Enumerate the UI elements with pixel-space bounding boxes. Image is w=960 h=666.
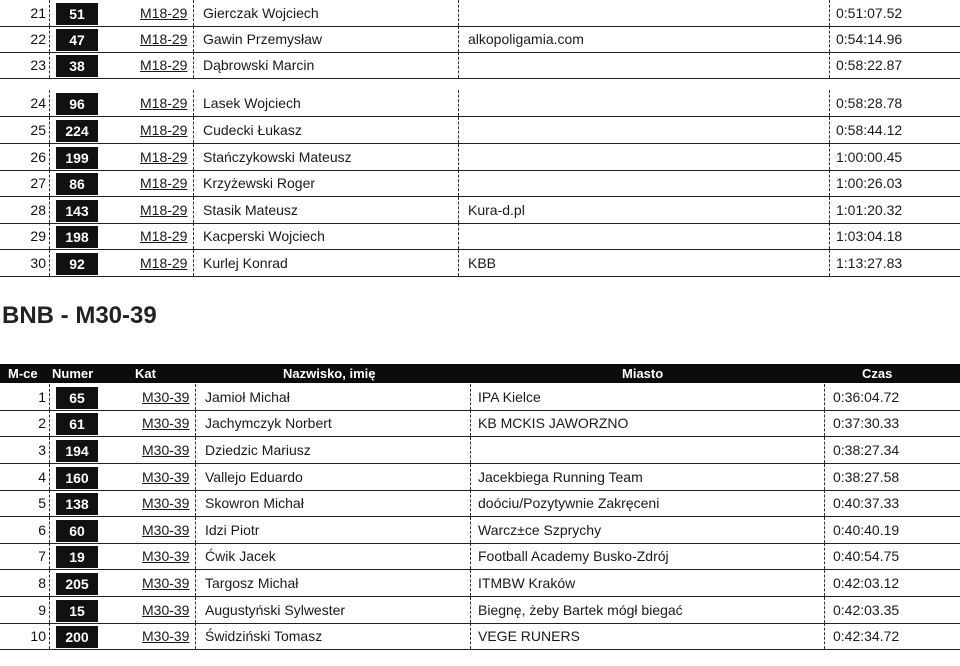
table-row <box>0 117 960 144</box>
column-divider <box>824 464 825 490</box>
column-divider <box>195 490 196 516</box>
table-row <box>0 197 960 224</box>
bib-number: 92 <box>56 253 98 275</box>
time-cell: 0:37:30.33 <box>833 415 900 431</box>
column-divider <box>470 543 471 569</box>
header-place: M-ce <box>8 366 38 381</box>
table-row <box>0 26 960 53</box>
time-cell: 0:38:27.34 <box>833 442 900 458</box>
city-cell: KBB <box>468 255 497 271</box>
table-row <box>0 384 960 411</box>
time-cell: 0:58:44.12 <box>836 122 903 138</box>
name-cell: Stasik Mateusz <box>203 202 298 218</box>
category-cell: M30-39 <box>142 628 190 644</box>
bib-number: 60 <box>56 520 98 542</box>
time-cell: 1:00:00.45 <box>836 149 903 165</box>
column-divider <box>49 570 50 596</box>
table-row <box>0 623 960 650</box>
time-cell: 0:51:07.52 <box>836 5 903 21</box>
category-cell: M30-39 <box>142 602 190 618</box>
time-cell: 1:03:04.18 <box>836 228 903 244</box>
column-divider <box>193 117 194 143</box>
table-row <box>0 223 960 250</box>
column-divider <box>193 0 194 26</box>
column-divider <box>49 543 50 569</box>
column-divider <box>49 0 50 26</box>
category-cell: M30-39 <box>142 495 190 511</box>
name-cell: Gierczak Wojciech <box>203 5 319 21</box>
place-cell: 9 <box>38 602 46 618</box>
name-cell: Lasek Wojciech <box>203 95 301 111</box>
bib-number: 38 <box>56 55 98 77</box>
category-cell: M30-39 <box>142 548 190 564</box>
bib-number: 65 <box>56 387 98 409</box>
category-cell: M18-29 <box>140 5 188 21</box>
column-divider <box>824 517 825 543</box>
column-divider <box>458 26 459 52</box>
place-cell: 1 <box>38 389 46 405</box>
name-cell: Kacperski Wojciech <box>203 228 325 244</box>
place-cell: 8 <box>38 575 46 591</box>
column-divider <box>829 90 830 116</box>
city-cell: Kura-d.pl <box>468 202 525 218</box>
name-cell: Dziedzic Mariusz <box>205 442 311 458</box>
column-divider <box>49 517 50 543</box>
column-divider <box>470 384 471 410</box>
place-cell: 5 <box>38 495 46 511</box>
column-divider <box>49 170 50 196</box>
place-cell: 21 <box>30 5 46 21</box>
name-cell: Ćwik Jacek <box>205 548 276 564</box>
column-divider <box>49 384 50 410</box>
header-time: Czas <box>862 366 893 381</box>
column-divider <box>193 90 194 116</box>
column-divider <box>49 437 50 463</box>
column-divider <box>824 437 825 463</box>
category-cell: M18-29 <box>140 255 188 271</box>
table-row <box>0 410 960 437</box>
column-divider <box>193 144 194 170</box>
name-cell: Jamioł Michał <box>205 389 290 405</box>
category-cell: M18-29 <box>140 228 188 244</box>
column-divider <box>195 597 196 623</box>
column-divider <box>829 197 830 223</box>
column-divider <box>458 117 459 143</box>
bib-number: 138 <box>56 493 98 515</box>
name-cell: Krzyżewski Roger <box>203 175 316 191</box>
time-cell: 1:00:26.03 <box>836 175 903 191</box>
place-cell: 3 <box>38 442 46 458</box>
column-divider <box>49 490 50 516</box>
column-divider <box>458 223 459 249</box>
place-cell: 25 <box>30 122 46 138</box>
column-divider <box>470 490 471 516</box>
city-cell <box>478 437 818 463</box>
place-cell: 4 <box>38 469 46 485</box>
city-cell <box>468 117 818 143</box>
table-row <box>0 250 960 277</box>
name-cell: Kurlej Konrad <box>203 255 288 271</box>
column-divider <box>193 223 194 249</box>
column-divider <box>195 570 196 596</box>
header-name: Nazwisko, imię <box>283 366 376 381</box>
column-divider <box>470 517 471 543</box>
name-cell: Jachymczyk Norbert <box>205 415 332 431</box>
column-divider <box>829 250 830 276</box>
bib-number: 15 <box>56 600 98 622</box>
category-cell: M18-29 <box>140 122 188 138</box>
name-cell: Świdziński Tomasz <box>205 628 323 644</box>
category-cell: M18-29 <box>140 57 188 73</box>
bib-number: 198 <box>56 226 98 248</box>
city-cell <box>468 144 818 170</box>
header-bib: Numer <box>52 366 94 381</box>
city-cell <box>468 90 818 116</box>
city-cell <box>468 0 818 26</box>
column-divider <box>193 52 194 78</box>
column-divider <box>458 0 459 26</box>
table-header <box>0 364 960 383</box>
bib-number: 224 <box>56 120 98 142</box>
column-divider <box>824 570 825 596</box>
city-cell: IPA Kielce <box>478 389 541 405</box>
section-title: BNB - M30-39 <box>2 302 157 329</box>
bib-number: 160 <box>56 467 98 489</box>
column-divider <box>49 410 50 436</box>
category-cell: M30-39 <box>142 415 190 431</box>
time-cell: 0:42:03.12 <box>833 575 900 591</box>
column-divider <box>49 117 50 143</box>
table-row <box>0 437 960 464</box>
table-row <box>0 490 960 517</box>
column-divider <box>824 543 825 569</box>
table-row <box>0 464 960 491</box>
column-divider <box>49 250 50 276</box>
bib-number: 96 <box>56 93 98 115</box>
city-cell <box>468 170 818 196</box>
time-cell: 0:58:22.87 <box>836 57 903 73</box>
table-row <box>0 597 960 624</box>
table-row <box>0 0 960 27</box>
table-row <box>0 90 960 117</box>
time-cell: 0:42:03.35 <box>833 602 900 618</box>
column-divider <box>470 437 471 463</box>
time-cell: 1:01:20.32 <box>836 202 903 218</box>
column-divider <box>824 597 825 623</box>
place-cell: 23 <box>30 57 46 73</box>
city-cell: ITMBW Kraków <box>478 575 576 591</box>
bib-number: 61 <box>56 413 98 435</box>
name-cell: Targosz Michał <box>205 575 299 591</box>
name-cell: Gawin Przemysław <box>203 31 323 47</box>
column-divider <box>470 410 471 436</box>
place-cell: 30 <box>30 255 46 271</box>
column-divider <box>49 623 50 649</box>
column-divider <box>824 410 825 436</box>
name-cell: Stańczykowski Mateusz <box>203 149 352 165</box>
name-cell: Idzi Piotr <box>205 522 260 538</box>
column-divider <box>824 384 825 410</box>
column-divider <box>470 597 471 623</box>
category-cell: M18-29 <box>140 95 188 111</box>
city-cell <box>468 52 818 78</box>
column-divider <box>829 117 830 143</box>
city-cell: KB MCKIS JAWORZNO <box>478 415 629 431</box>
column-divider <box>193 170 194 196</box>
column-divider <box>829 144 830 170</box>
column-divider <box>195 437 196 463</box>
column-divider <box>458 170 459 196</box>
category-cell: M30-39 <box>142 389 190 405</box>
name-cell: Vallejo Eduardo <box>205 469 303 485</box>
time-cell: 0:40:40.19 <box>833 522 900 538</box>
city-cell: Biegnę, żeby Bartek mógł biegać <box>478 602 683 618</box>
city-cell: Football Academy Busko-Zdrój <box>478 548 669 564</box>
column-divider <box>195 543 196 569</box>
bib-number: 200 <box>56 626 98 648</box>
table-row <box>0 52 960 79</box>
column-divider <box>458 250 459 276</box>
place-cell: 6 <box>38 522 46 538</box>
place-cell: 26 <box>30 149 46 165</box>
place-cell: 7 <box>38 548 46 564</box>
time-cell: 0:40:54.75 <box>833 548 900 564</box>
column-divider <box>195 464 196 490</box>
column-divider <box>49 52 50 78</box>
bib-number: 199 <box>56 147 98 169</box>
header-city: Miasto <box>622 366 664 381</box>
place-cell: 28 <box>30 202 46 218</box>
column-divider <box>49 144 50 170</box>
column-divider <box>824 623 825 649</box>
bib-number: 51 <box>56 3 98 25</box>
column-divider <box>49 223 50 249</box>
place-cell: 10 <box>30 628 46 644</box>
column-divider <box>49 464 50 490</box>
time-cell: 0:36:04.72 <box>833 389 900 405</box>
table-row <box>0 517 960 544</box>
time-cell: 0:58:28.78 <box>836 95 903 111</box>
name-cell: Augustyński Sylwester <box>205 602 346 618</box>
table-row <box>0 570 960 597</box>
name-cell: Cudecki Łukasz <box>203 122 302 138</box>
column-divider <box>458 144 459 170</box>
category-cell: M30-39 <box>142 575 190 591</box>
column-divider <box>829 0 830 26</box>
column-divider <box>193 26 194 52</box>
bib-number: 194 <box>56 440 98 462</box>
column-divider <box>824 490 825 516</box>
place-cell: 22 <box>30 31 46 47</box>
table-row <box>0 144 960 171</box>
column-divider <box>470 464 471 490</box>
bib-number: 143 <box>56 200 98 222</box>
column-divider <box>458 197 459 223</box>
column-divider <box>195 517 196 543</box>
time-cell: 0:42:34.72 <box>833 628 900 644</box>
column-divider <box>470 570 471 596</box>
bib-number: 19 <box>56 546 98 568</box>
city-cell: alkopoligamia.com <box>468 31 584 47</box>
time-cell: 0:54:14.96 <box>836 31 903 47</box>
time-cell: 0:40:37.33 <box>833 495 900 511</box>
category-cell: M18-29 <box>140 202 188 218</box>
city-cell: Jacekbiega Running Team <box>478 469 643 485</box>
place-cell: 24 <box>30 95 46 111</box>
column-divider <box>458 90 459 116</box>
name-cell: Dąbrowski Marcin <box>203 57 315 73</box>
category-cell: M30-39 <box>142 442 190 458</box>
column-divider <box>49 597 50 623</box>
column-divider <box>193 250 194 276</box>
bib-number: 205 <box>56 573 98 595</box>
city-cell <box>468 223 818 249</box>
place-cell: 2 <box>38 415 46 431</box>
header-cat: Kat <box>135 366 156 381</box>
city-cell: doóciu/Pozytywnie Zakręceni <box>478 495 660 511</box>
bib-number: 86 <box>56 173 98 195</box>
place-cell: 29 <box>30 228 46 244</box>
column-divider <box>49 197 50 223</box>
category-cell: M18-29 <box>140 149 188 165</box>
column-divider <box>829 223 830 249</box>
column-divider <box>49 26 50 52</box>
category-cell: M30-39 <box>142 522 190 538</box>
column-divider <box>195 623 196 649</box>
time-cell: 1:13:27.83 <box>836 255 903 271</box>
time-cell: 0:38:27.58 <box>833 469 900 485</box>
city-cell: Warcz±ce Szprychy <box>478 522 602 538</box>
table-row <box>0 543 960 570</box>
column-divider <box>49 90 50 116</box>
column-divider <box>193 197 194 223</box>
city-cell: VEGE RUNERS <box>478 628 580 644</box>
column-divider <box>195 410 196 436</box>
category-cell: M30-39 <box>142 469 190 485</box>
category-cell: M18-29 <box>140 175 188 191</box>
column-divider <box>829 170 830 196</box>
name-cell: Skowron Michał <box>205 495 304 511</box>
column-divider <box>458 52 459 78</box>
category-cell: M18-29 <box>140 31 188 47</box>
column-divider <box>470 623 471 649</box>
place-cell: 27 <box>30 175 46 191</box>
table-row <box>0 170 960 197</box>
bib-number: 47 <box>56 29 98 51</box>
column-divider <box>829 52 830 78</box>
column-divider <box>195 384 196 410</box>
column-divider <box>829 26 830 52</box>
